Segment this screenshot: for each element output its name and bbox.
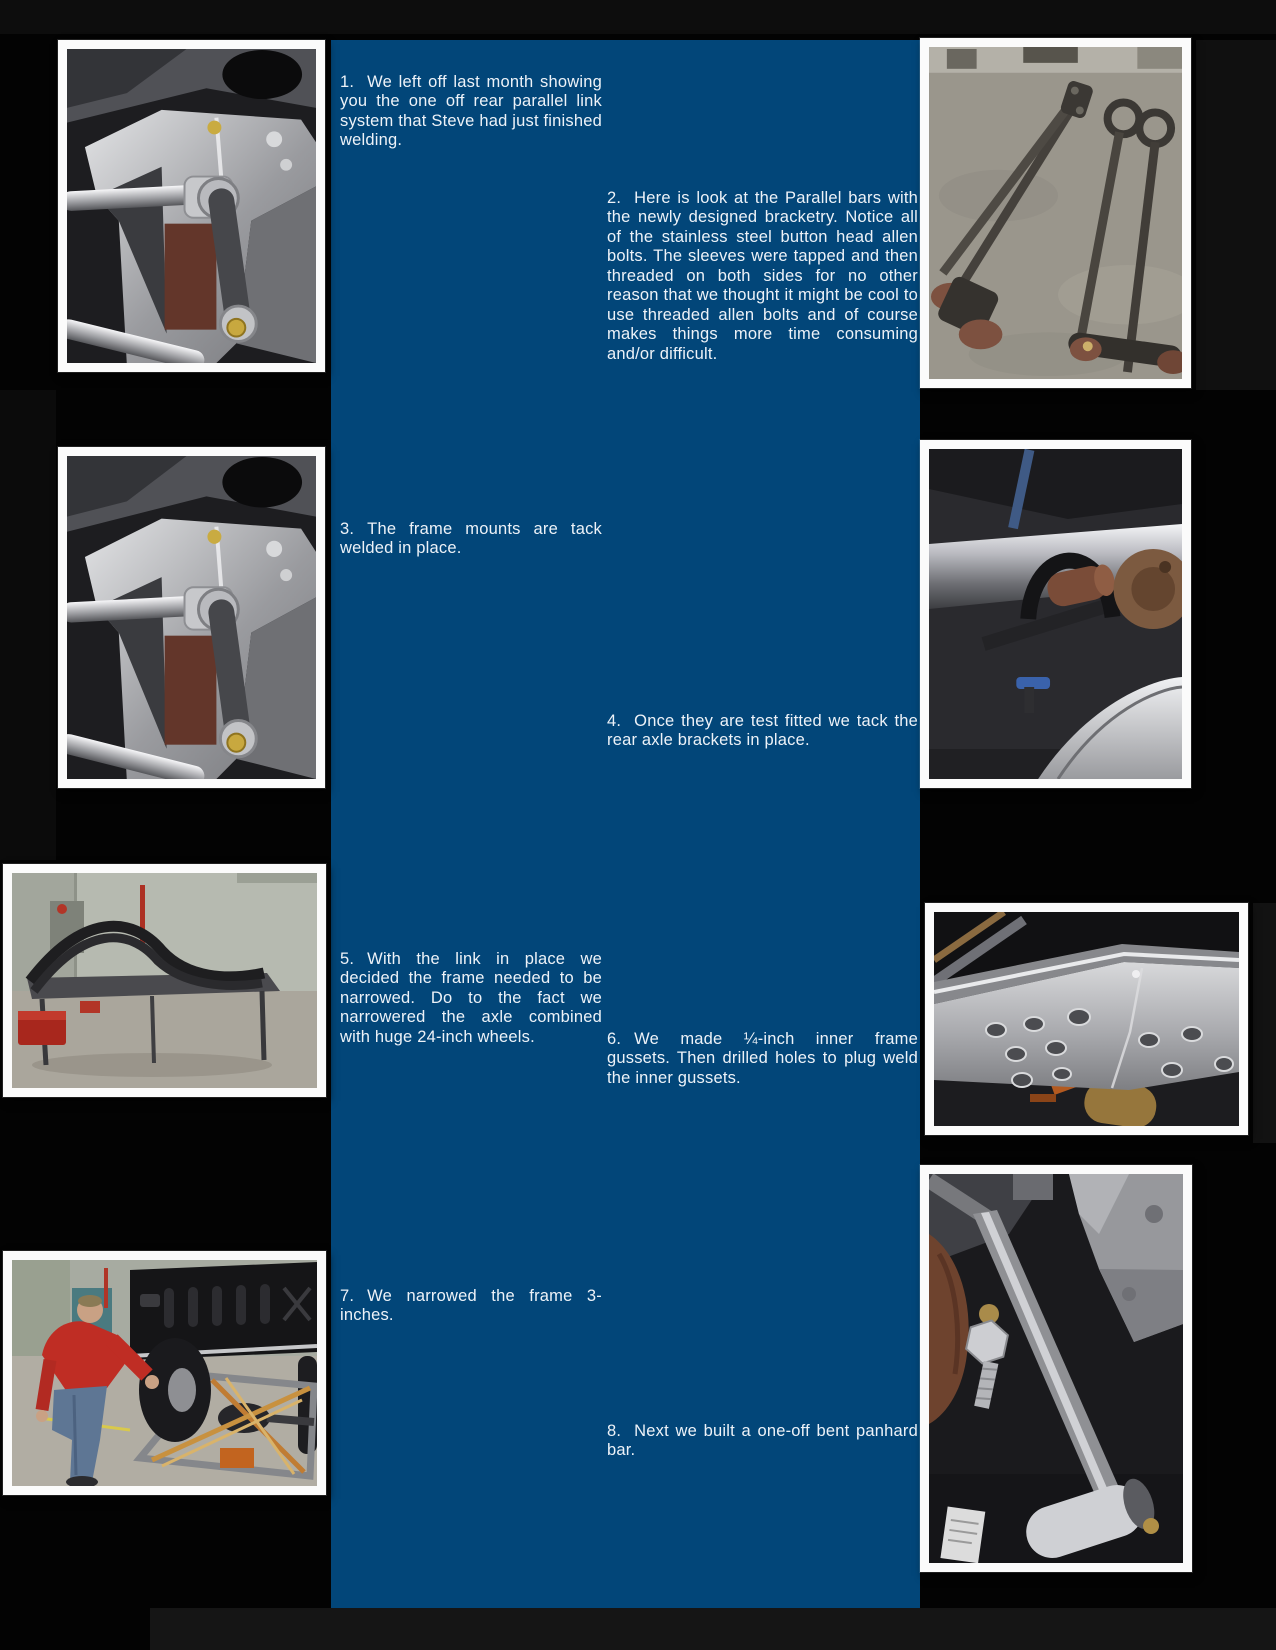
photo-rear-axle-brackets <box>920 440 1191 788</box>
caption-1-text: We left off last month showing you the one off rear parallel link system that Steve had just finished welding. <box>340 72 602 149</box>
photo-frame-mounts-tacked <box>58 447 325 788</box>
caption-1 <box>340 73 602 151</box>
background-right-strip <box>1196 40 1276 390</box>
caption-5-text: With the link in place we decided the frame needed to be narrowed. Do to the fact we narrowered the axle combined with huge 24-inch wheels. <box>340 949 602 1046</box>
photo-rear-link-welded <box>58 40 325 372</box>
caption-5-number: 5. <box>340 949 355 968</box>
photo-panhard-bar <box>920 1165 1192 1572</box>
caption-4 <box>607 712 918 751</box>
photo-narrowed-frame-shop <box>3 864 326 1097</box>
background-left-strip <box>0 390 56 860</box>
photo-frame-narrowing <box>3 1251 326 1495</box>
caption-3-text: The frame mounts are tack welded in place. <box>340 519 602 557</box>
caption-7 <box>340 1287 602 1326</box>
caption-8 <box>607 1422 918 1461</box>
caption-4-text: Once they are test fitted we tack the rear axle brackets in place. <box>607 711 918 749</box>
caption-8-text: Next we built a one-off bent panhard bar. <box>607 1421 918 1459</box>
caption-3-number: 3. <box>340 519 355 538</box>
caption-2-text: Here is look at the Parallel bars with the newly designed bracketry. Notice all of the stainless steel button head allen bolts. The sleeves were tapped and then threaded on both sides for no other reason that we thought it might be cool to use threaded allen bolts and of course makes things more time consuming and/or difficult. <box>607 188 918 363</box>
caption-2-number: 2. <box>607 188 622 207</box>
photo-inner-frame-gussets <box>925 903 1248 1135</box>
caption-6-number: 6. <box>607 1029 622 1048</box>
background-bottom-band <box>150 1608 1276 1650</box>
caption-5 <box>340 950 602 1048</box>
photo-parallel-bars <box>920 38 1191 388</box>
caption-6 <box>607 1030 918 1089</box>
caption-1-number: 1. <box>340 72 355 91</box>
caption-2 <box>607 189 918 365</box>
caption-7-text: We narrowed the frame 3-inches. <box>340 1286 602 1324</box>
caption-7-number: 7. <box>340 1286 355 1305</box>
caption-3 <box>340 520 602 559</box>
caption-6-text: We made ¼-inch inner frame gussets. Then drilled holes to plug weld the inner gussets. <box>607 1029 918 1087</box>
caption-8-number: 8. <box>607 1421 622 1440</box>
caption-4-number: 4. <box>607 711 622 730</box>
background-top-band <box>0 0 1276 34</box>
background-right-strip-2 <box>1253 903 1276 1143</box>
